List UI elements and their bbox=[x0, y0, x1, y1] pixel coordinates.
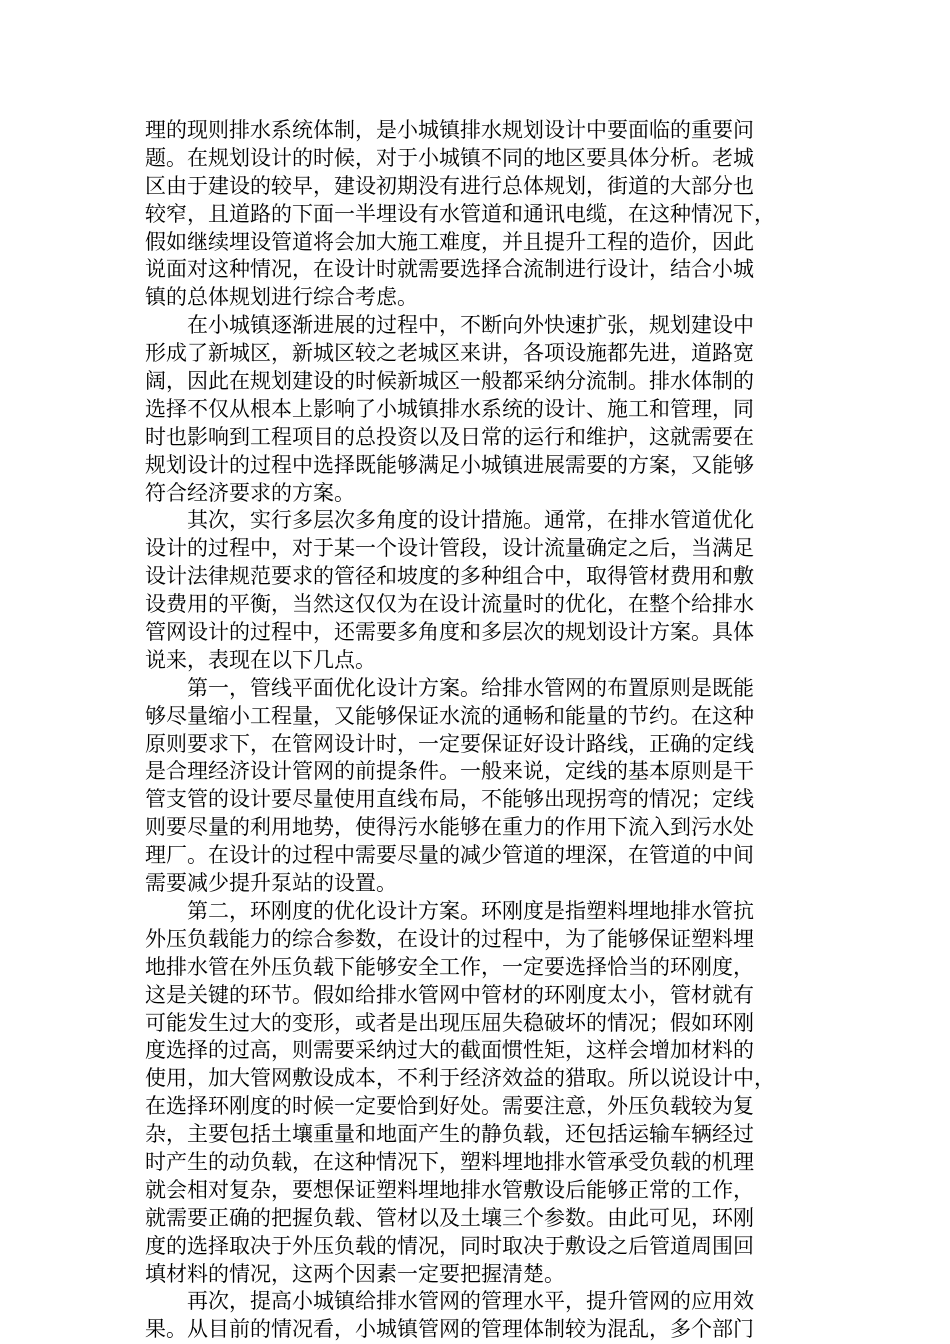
text-line: 在选择环刚度的时候一定要恰到好处。需要注意，外压负载较为复 bbox=[145, 1094, 754, 1119]
text-line: 就会相对复杂，要想保证塑料埋地排水管敷设后能够正常的工作， bbox=[145, 1177, 754, 1202]
text-line: 设费用的平衡，当然这仅仅为在设计流量时的优化，在整个给排水 bbox=[145, 592, 754, 617]
text-line: 杂，主要包括土壤重量和地面产生的静负载，还包括运输车辆经过 bbox=[145, 1122, 754, 1147]
text-line: 需要减少提升泵站的设置。 bbox=[145, 871, 397, 896]
text-line: 是合理经济设计管网的前提条件。一般来说，定线的基本原则是干 bbox=[145, 759, 754, 784]
paragraph bbox=[145, 117, 805, 312]
paragraph bbox=[145, 675, 805, 898]
text-line: 假如继续埋设管道将会加大施工难度，并且提升工程的造价，因此 bbox=[145, 229, 754, 254]
text-line: 说面对这种情况，在设计时就需要选择合流制进行设计，结合小城 bbox=[145, 257, 754, 282]
text-line: 可能发生过大的变形，或者是出现压屈失稳破坏的情况；假如环刚 bbox=[145, 1010, 754, 1035]
text-line: 其次，实行多层次多角度的设计措施。通常，在排水管道优化 bbox=[187, 508, 754, 533]
text-line: 阔，因此在规划建设的时候新城区一般都采纳分流制。排水体制的 bbox=[145, 369, 754, 394]
text-line: 设计的过程中，对于某一个设计管段，设计流量确定之后，当满足 bbox=[145, 536, 754, 561]
text-line: 在小城镇逐渐进展的过程中，不断向外快速扩张，规划建设中 bbox=[187, 313, 754, 338]
text-line: 度选择的过高，则需要采纳过大的截面惯性矩，这样会增加材料的 bbox=[145, 1038, 754, 1063]
text-line: 时产生的动负载，在这种情况下，塑料埋地排水管承受负载的机理 bbox=[145, 1149, 754, 1174]
text-line: 第一，管线平面优化设计方案。给排水管网的布置原则是既能 bbox=[187, 675, 754, 700]
text-line: 较窄，且道路的下面一半埋设有水管道和通讯电缆，在这种情况下， bbox=[145, 201, 775, 226]
document-body bbox=[145, 117, 805, 1344]
text-line: 理厂。在设计的过程中需要尽量的减少管道的埋深，在管道的中间 bbox=[145, 843, 754, 868]
text-line: 第二，环刚度的优化设计方案。环刚度是指塑料埋地排水管抗 bbox=[187, 898, 754, 923]
text-line: 说来，表现在以下几点。 bbox=[145, 647, 376, 672]
text-line: 度的选择取决于外压负载的情况，同时取决于敷设之后管道周围回 bbox=[145, 1233, 754, 1258]
text-line: 果。从目前的情况看，小城镇管网的管理体制较为混乱，多个部门 bbox=[145, 1317, 754, 1342]
text-line: 使用，加大管网敷设成本，不利于经济效益的猎取。所以说设计中， bbox=[145, 1066, 775, 1091]
text-line: 设计法律规范要求的管径和坡度的多种组合中，取得管材费用和敷 bbox=[145, 564, 754, 589]
paragraph bbox=[145, 312, 805, 507]
text-line: 符合经济要求的方案。 bbox=[145, 480, 355, 505]
text-line: 区由于建设的较早，建设初期没有进行总体规划，街道的大部分也 bbox=[145, 173, 754, 198]
text-line: 就需要正确的把握负载、管材以及土壤三个参数。由此可见，环刚 bbox=[145, 1205, 754, 1230]
text-line: 理的现则排水系统体制，是小城镇排水规划设计中要面临的重要问 bbox=[145, 118, 754, 142]
text-line: 时也影响到工程项目的总投资以及日常的运行和维护，这就需要在 bbox=[145, 424, 754, 449]
text-line: 管支管的设计要尽量使用直线布局，不能够出现拐弯的情况；定线 bbox=[145, 787, 754, 812]
text-line: 镇的总体规划进行综合考虑。 bbox=[145, 285, 418, 310]
text-line: 地排水管在外压负载下能够安全工作，一定要选择恰当的环刚度， bbox=[145, 954, 754, 979]
text-line: 再次，提高小城镇给排水管网的管理水平，提升管网的应用效 bbox=[187, 1289, 754, 1314]
text-line: 管网设计的过程中，还需要多角度和多层次的规划设计方案。具体 bbox=[145, 620, 754, 645]
text-line: 题。在规划设计的时候，对于小城镇不同的地区要具体分析。老城 bbox=[145, 145, 754, 170]
text-line: 够尽量缩小工程量，又能够保证水流的通畅和能量的节约。在这种 bbox=[145, 703, 754, 728]
text-line: 选择不仅从根本上影响了小城镇排水系统的设计、施工和管理，同 bbox=[145, 396, 754, 421]
text-line: 填材料的情况，这两个因素一定要把握清楚。 bbox=[145, 1261, 565, 1286]
paragraph bbox=[145, 898, 805, 1288]
paragraph bbox=[145, 507, 805, 674]
text-line: 外压负载能力的综合参数，在设计的过程中，为了能够保证塑料埋 bbox=[145, 926, 754, 951]
text-line: 规划设计的过程中选择既能够满足小城镇进展需要的方案，又能够 bbox=[145, 452, 754, 477]
paragraph bbox=[145, 1288, 805, 1344]
text-line: 则要尽量的利用地势，使得污水能够在重力的作用下流入到污水处 bbox=[145, 815, 754, 840]
text-line: 原则要求下，在管网设计时，一定要保证好设计路线，正确的定线 bbox=[145, 731, 754, 756]
text-line: 这是关键的环节。假如给排水管网中管材的环刚度太小，管材就有 bbox=[145, 982, 754, 1007]
text-line: 形成了新城区，新城区较之老城区来讲，各项设施都先进，道路宽 bbox=[145, 341, 754, 366]
